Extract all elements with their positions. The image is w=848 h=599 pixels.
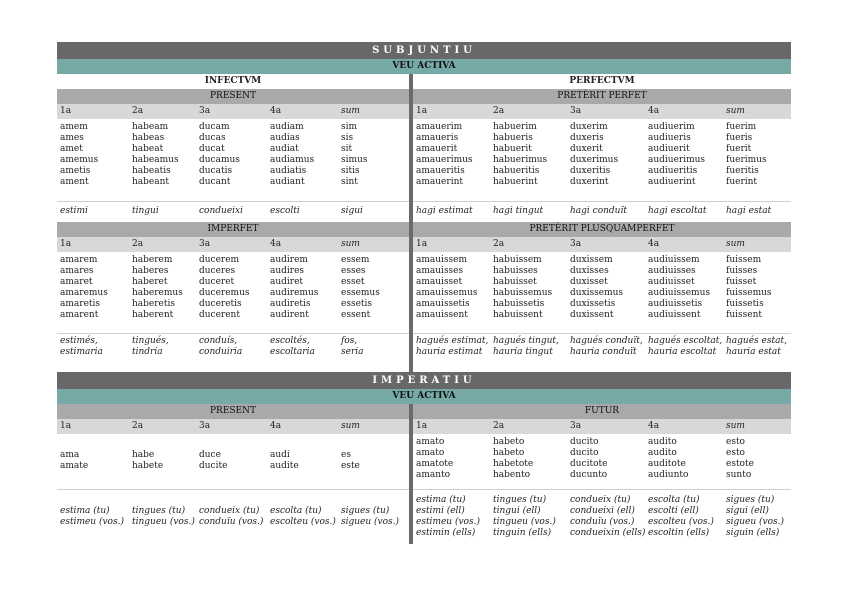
column-header: 4a <box>645 104 723 119</box>
column-header: 4a <box>267 237 338 252</box>
conjugation-forms: haberem haberes haberet haberemus haberetis haberent <box>132 254 183 320</box>
conjugation-forms: audito audito auditote audiunto <box>648 436 689 480</box>
conjugation-forms: habe habete <box>132 450 164 472</box>
column-header: sum <box>338 237 409 252</box>
imperative-voice: VEU ACTIVA <box>57 389 791 404</box>
conjugation-sheet <box>57 42 791 544</box>
translation: tingues (tu) tingui (ell) tingueu (vos.) tinguin (ells) <box>490 490 567 544</box>
subjunctive-title: SUBJUNTIU <box>57 42 791 59</box>
conjugation-forms: audiam audias audiat audiamus audiatis audiant <box>270 122 315 187</box>
imperative-present-heading: PRESENT <box>57 404 409 419</box>
plusquamperfet-heading: PRETÈRIT PLUSQUAMPERFET <box>413 222 791 237</box>
translation: estimés, estimaria <box>57 334 129 361</box>
conjugation-forms: amauissem amauisses amauisset amauissemus amauissetis amauissent <box>416 254 478 320</box>
conjugation-forms: fuissem fuisses fuisset fuissemus fuissetis fuissent <box>726 254 772 320</box>
translation: tingui <box>129 201 196 222</box>
translation: hagi conduït <box>567 201 645 222</box>
subjunctive-voice: VEU ACTIVA <box>57 59 791 74</box>
conjugation-forms: essem esses esset essemus essetis essent <box>341 254 380 320</box>
translation: estimi <box>57 201 129 222</box>
column-header: 2a <box>129 419 196 434</box>
translation: hagi escoltat <box>645 201 723 222</box>
conjugation-table <box>57 42 791 544</box>
column-header: 2a <box>490 104 567 119</box>
column-header: 3a <box>196 104 267 119</box>
conjugation-forms: habuerim habueris habuerit habuerimus habueritis habuerint <box>493 122 548 187</box>
translation: hagi estat <box>723 201 791 222</box>
conjugation-forms: fuerim fueris fuerit fuerimus fueritis fuerint <box>726 122 767 187</box>
preterit-perfet-heading: PRETÈRIT PERFET <box>413 89 791 104</box>
translation: escolta (tu) escolteu (vos.) <box>267 490 338 544</box>
translation: estima (tu) estimeu (vos.) <box>57 490 129 544</box>
translation: estima (tu) estimi (ell) estimeu (vos.) estimin (ells) <box>413 490 490 544</box>
translation: conduís, conduiria <box>196 334 267 361</box>
imperfet-heading: IMPERFET <box>57 222 409 237</box>
conjugation-forms: habeto habeto habetote habento <box>493 436 534 480</box>
column-header: 2a <box>490 237 567 252</box>
translation: escoltés, escoltaria <box>267 334 338 361</box>
conjugation-forms: amem ames amet amemus ametis ament <box>60 122 99 187</box>
conjugation-forms: habuissem habuisses habuisset habuissemus habuissetis habuissent <box>493 254 553 320</box>
conjugation-forms: duxerim duxeris duxerit duxerimus duxeritis duxerint <box>570 122 619 187</box>
column-header: 3a <box>196 237 267 252</box>
column-header: sum <box>723 104 791 119</box>
translation: condueix (tu) condueixi (ell) conduïu (vos.) condueixin (ells) <box>567 490 645 544</box>
column-header: sum <box>723 237 791 252</box>
imperative-title: IMPERATIU <box>57 372 791 389</box>
column-header: 4a <box>645 419 723 434</box>
translation: sigui <box>338 201 409 222</box>
translation: hagués tingut, hauria tingut <box>490 334 567 361</box>
translation: hagués escoltat, hauria escoltat <box>645 334 723 361</box>
perfectum-heading: PERFECTVM <box>413 74 791 89</box>
conjugation-forms: ama amate <box>60 450 89 472</box>
translation: sigues (tu) sigueu (vos.) <box>338 490 409 544</box>
translation: escolti <box>267 201 338 222</box>
translation: hagi tingut <box>490 201 567 222</box>
conjugation-forms: ducito ducito ducitote ducunto <box>570 436 608 480</box>
column-header: 4a <box>645 237 723 252</box>
conjugation-forms: es este <box>341 450 360 472</box>
column-header: 1a <box>413 104 490 119</box>
column-header: 1a <box>57 237 129 252</box>
column-header: 1a <box>413 419 490 434</box>
translation: hagués estimat, hauria estimat <box>413 334 490 361</box>
column-header: 1a <box>57 419 129 434</box>
infectum-heading: INFECTVM <box>57 74 409 89</box>
conjugation-forms: audiuerim audiueris audiuerit audiuerimus audiueritis audiuerint <box>648 122 706 187</box>
conjugation-forms: audirem audires audiret audiremus audiretis audirent <box>270 254 319 320</box>
conjugation-forms: duce ducite <box>199 450 228 472</box>
conjugation-forms: ducerem duceres duceret duceremus duceretis ducerent <box>199 254 250 320</box>
translation: condueixi <box>196 201 267 222</box>
column-header: 3a <box>567 237 645 252</box>
translation: fos, seria <box>338 334 409 361</box>
conjugation-forms: duxissem duxisses duxisset duxissemus duxissetis duxissent <box>570 254 624 320</box>
translation: hagi estimat <box>413 201 490 222</box>
column-header: sum <box>338 419 409 434</box>
conjugation-forms: audiuissem audiuisses audiuisset audiuissemus audiuissetis audiuissent <box>648 254 710 320</box>
column-header: 2a <box>490 419 567 434</box>
imperative-futur-heading: FUTUR <box>413 404 791 419</box>
column-header: 3a <box>196 419 267 434</box>
translation: hagués conduït, hauria conduït <box>567 334 645 361</box>
column-header: sum <box>723 419 791 434</box>
translation: escolta (tu) escolti (ell) escolteu (vos.) escoltin (ells) <box>645 490 723 544</box>
column-header: 4a <box>267 104 338 119</box>
conjugation-forms: habeam habeas habeat habeamus habeatis habeant <box>132 122 179 187</box>
column-header: 2a <box>129 104 196 119</box>
translation: condueix (tu) conduïu (vos.) <box>196 490 267 544</box>
column-header: 3a <box>567 419 645 434</box>
conjugation-forms: amauerim amaueris amauerit amauerimus amaueritis amauerint <box>416 122 473 187</box>
translation: tingués, tindria <box>129 334 196 361</box>
column-header: 1a <box>413 237 490 252</box>
column-header: 2a <box>129 237 196 252</box>
column-header: 1a <box>57 104 129 119</box>
column-header: sum <box>338 104 409 119</box>
conjugation-forms: audi audite <box>270 450 299 472</box>
conjugation-forms: esto esto estote sunto <box>726 436 754 480</box>
translation: sigues (tu) sigui (ell) sigueu (vos.) siguin (ells) <box>723 490 791 544</box>
translation: tingues (tu) tingueu (vos.) <box>129 490 196 544</box>
translation: hagués estat, hauria estat <box>723 334 791 361</box>
conjugation-forms: sim sis sit simus sitis sint <box>341 122 368 187</box>
present-subjunctive-heading: PRESENT <box>57 89 409 104</box>
conjugation-forms: amarem amares amaret amaremus amaretis amarent <box>60 254 108 320</box>
column-header: 3a <box>567 104 645 119</box>
conjugation-forms: amato amato amatote amanto <box>416 436 454 480</box>
column-header: 4a <box>267 419 338 434</box>
conjugation-forms: ducam ducas ducat ducamus ducatis ducant <box>199 122 240 187</box>
